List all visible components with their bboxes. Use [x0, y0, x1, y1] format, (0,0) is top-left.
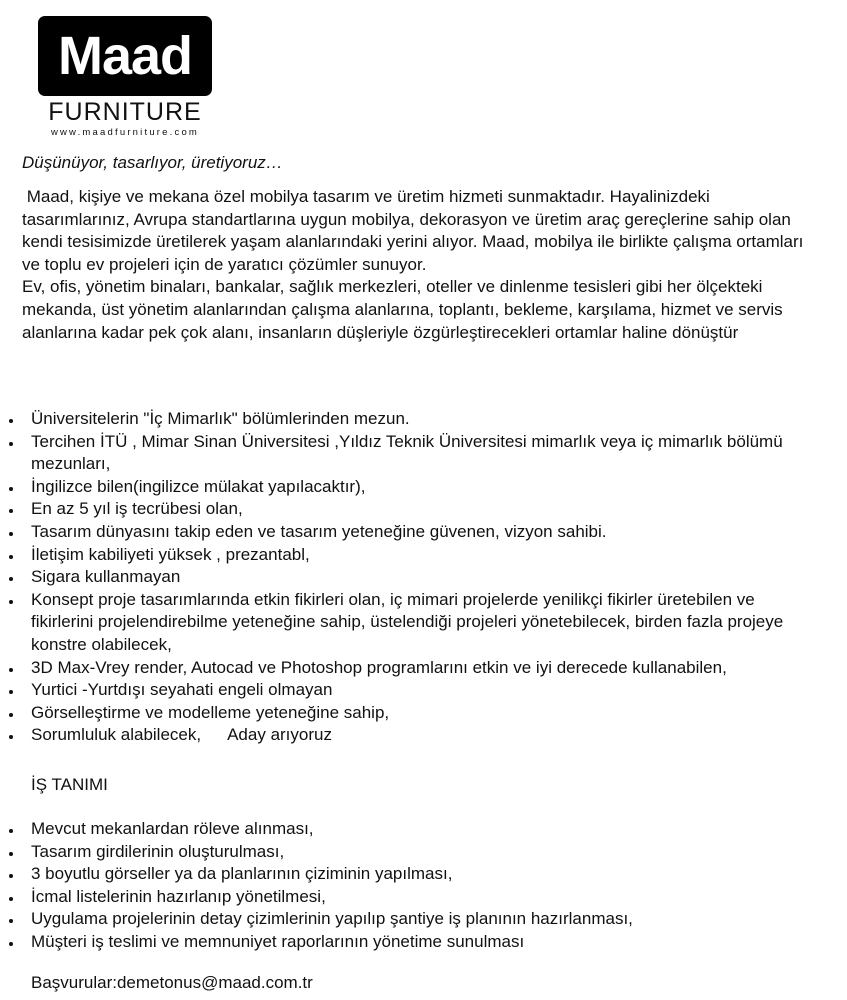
list-item: Görselleştirme ve modelleme yeteneğine sahip,: [0, 702, 820, 725]
list-item: İngilizce bilen(ingilizce mülakat yapılacaktır),: [0, 476, 820, 499]
logo-subtitle: FURNITURE: [48, 98, 202, 126]
list-item: 3D Max-Vrey render, Autocad ve Photoshop programlarını etkin ve iyi derecede kullanabilen,: [0, 657, 820, 680]
list-item: Tercihen İTÜ , Mimar Sinan Üniversitesi ,Yıldız Teknik Üniversitesi mimarlık veya iç mimarlık bölümü mezunları,: [0, 431, 820, 476]
logo-url: www.maadfurniture.com: [50, 127, 200, 138]
position-sought: Aday arıyoruz: [227, 725, 332, 745]
list-item: Yurtici -Yurtdışı seyahati engeli olmayan: [0, 679, 820, 702]
list-item: Üniversitelerin "İç Mimarlık" bölümlerinden mezun.: [0, 408, 820, 431]
list-item: İcmal listelerinin hazırlanıp yönetilmesi,: [0, 886, 820, 909]
list-item: Tasarım girdilerinin oluşturulması,: [0, 841, 820, 864]
list-item: İletişim kabiliyeti yüksek , prezantabl,: [0, 544, 820, 567]
list-item: En az 5 yıl iş tecrübesi olan,: [0, 498, 820, 521]
company-logo: [38, 16, 212, 138]
list-item: Konsept proje tasarımlarında etkin fikirleri olan, iç mimari projelerde yenilikçi fikirler üretebilen ve fikirlerini projelendirebilme yeteneğine sahip, üstelendiği projeleri yönetebilecek, birden fazla projeye konstre olabilecek,: [0, 589, 820, 657]
list-item-text: Sorumluluk alabilecek,: [31, 725, 202, 745]
application-contact: Başvurular:demetonus@maad.com.tr: [31, 973, 313, 992]
list-item: Sigara kullanmayan: [0, 566, 820, 589]
logo-name: Maad: [57, 26, 193, 86]
list-item: [0, 724, 820, 747]
requirements-list: [0, 408, 820, 747]
list-item: Mevcut mekanlardan röleve alınması,: [0, 818, 820, 841]
company-intro: [22, 186, 822, 344]
job-description-heading: İŞ TANIMI: [31, 775, 108, 794]
list-item: 3 boyutlu görseller ya da planlarının çiziminin yapılması,: [0, 863, 820, 886]
intro-paragraph: Ev, ofis, yönetim binaları, bankalar, sağlık merkezleri, oteller ve dinlenme tesisleri gibi her ölçekteki mekanda, üst yönetim alanlarından çalışma alanlarına, toplantı, bekleme, karşılama, hizmet ve servis alanlarına kadar pek çok alanı, insanların düşleriyle özgürleştirecekleri ortamlar haline dönüştür: [22, 277, 783, 342]
tagline: Düşünüyor, tasarlıyor, üretiyoruz…: [22, 153, 283, 172]
duties-list: [0, 818, 820, 954]
list-item: Uygulama projelerinin detay çizimlerinin yapılıp şantiye iş planının hazırlanması,: [0, 908, 820, 931]
logo-mark: [38, 16, 212, 96]
list-item: Müşteri iş teslimi ve memnuniyet raporlarının yönetime sunulması: [0, 931, 820, 954]
list-item: Tasarım dünyasını takip eden ve tasarım yeteneğine güvenen, vizyon sahibi.: [0, 521, 820, 544]
intro-paragraph: Maad, kişiye ve mekana özel mobilya tasarım ve üretim hizmeti sunmaktadır. Hayalinizdeki tasarımlarınız, Avrupa standartlarına uygun mobilya, dekorasyon ve üretim araç gereçlerine sahip olan kendi tesisimizde üretilerek yaşam alanlarındaki yerini alıyor. Maad, mobilya ile birlikte çalışma ortamları ve toplu ev projeleri için de yaratıcı çözümler sunuyor.: [22, 187, 809, 274]
